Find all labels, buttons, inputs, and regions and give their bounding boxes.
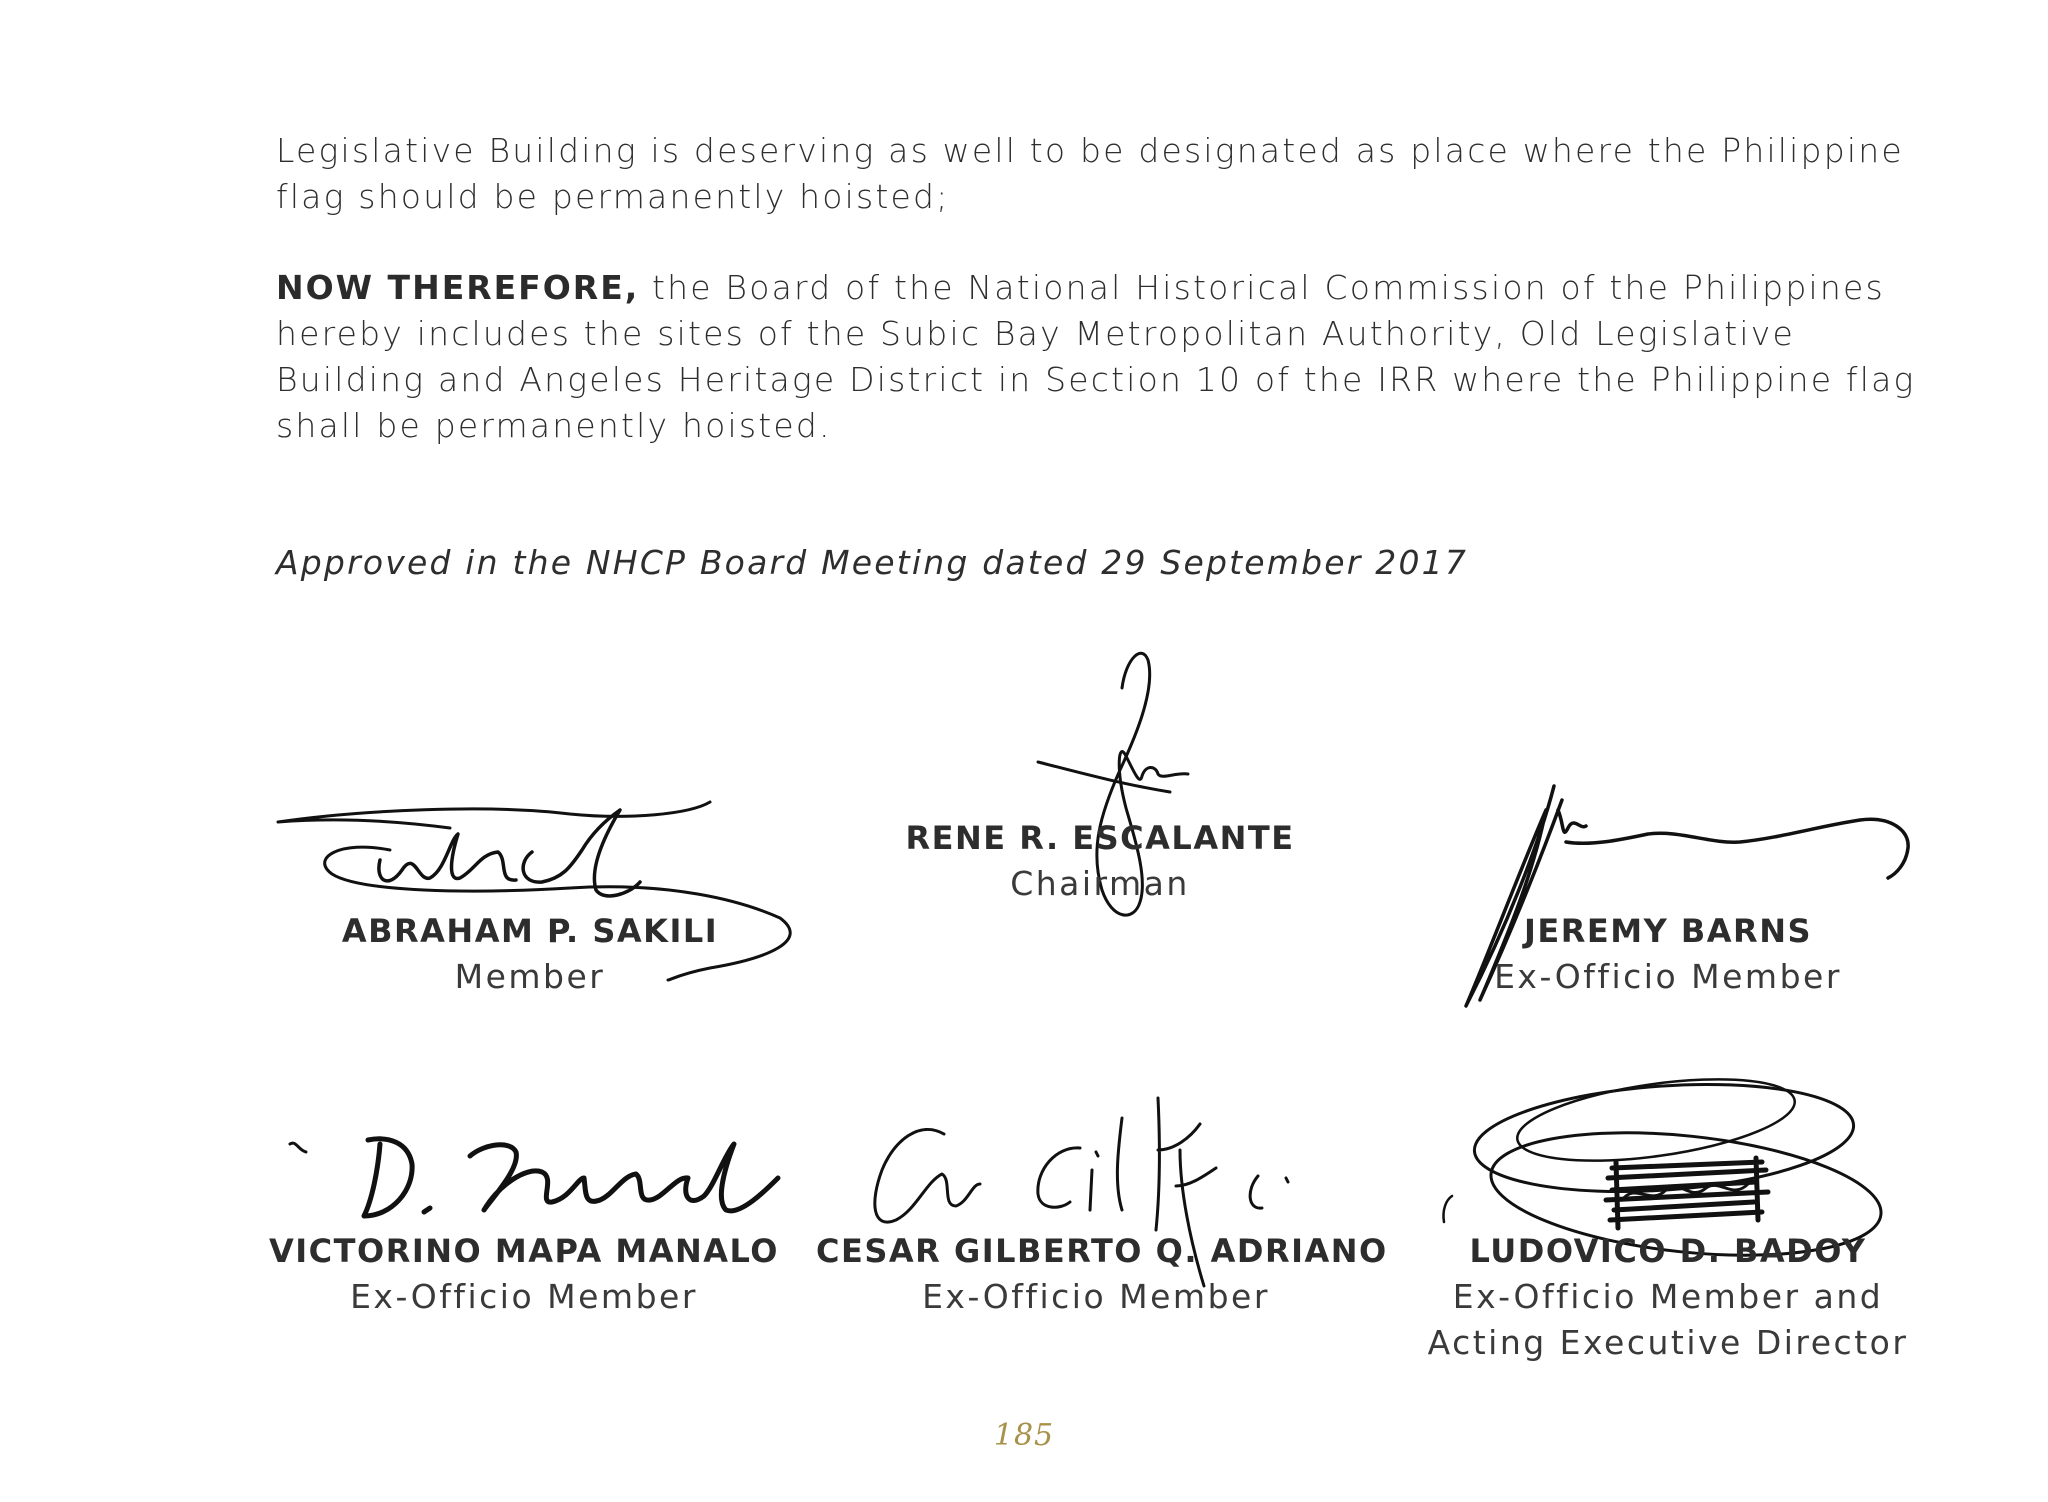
paragraph-line: [276, 265, 1976, 311]
approval-statement: Approved in the NHCP Board Meeting dated 29 September 2017: [276, 543, 1469, 582]
signatory-escalante: [820, 815, 1380, 907]
signatory-name: RENE R. ESCALANTE: [905, 819, 1295, 857]
signatory-name: JEREMY BARNS: [1523, 912, 1813, 950]
paragraph-legislative-building: [276, 128, 1976, 220]
signatory-name: ABRAHAM P. SAKILI: [341, 912, 719, 950]
signatory-role-line2: Acting Executive Director: [1427, 1323, 1909, 1362]
signatory-sakili: [250, 908, 810, 1000]
paragraph-line: Legislative Building is deserving as well to be designated as place where the Philippine: [276, 131, 1904, 170]
now-therefore-lead: NOW THEREFORE,: [276, 268, 640, 307]
signatory-role: Ex-Officio Member: [922, 1277, 1270, 1316]
signatory-role: Chairman: [1010, 864, 1190, 903]
signatory-role: Ex-Officio Member and: [1452, 1277, 1884, 1316]
signatory-name: CESAR GILBERTO Q. ADRIANO: [816, 1232, 1388, 1270]
signatory-badoy: [1388, 1228, 1948, 1366]
signatory-name: LUDOVICO D. BADOY: [1469, 1232, 1867, 1270]
paragraph-line: Building and Angeles Heritage District in Section 10 of the IRR where the Philippine flag: [276, 360, 1916, 399]
signatory-name: VICTORINO MAPA MANALO: [269, 1232, 779, 1270]
page-number: 185: [993, 1418, 1055, 1453]
paragraph-line: shall be permanently hoisted.: [276, 406, 832, 445]
paragraph-now-therefore: [276, 265, 1976, 449]
paragraph-line-rest: the Board of the National Historical Commission of the Philippines: [639, 268, 1885, 307]
signatory-adriano: [816, 1228, 1388, 1320]
paragraph-line: flag should be permanently hoisted;: [276, 177, 950, 216]
signatory-manalo: [244, 1228, 804, 1320]
paragraph-line: hereby includes the sites of the Subic Bay Metropolitan Authority, Old Legislative: [276, 314, 1795, 353]
signature-manalo: [284, 1120, 784, 1240]
signatory-role: Ex-Officio Member: [350, 1277, 698, 1316]
signatory-barns: [1388, 908, 1948, 1000]
signatory-role: Ex-Officio Member: [1494, 957, 1842, 996]
signatory-role: Member: [454, 957, 606, 996]
